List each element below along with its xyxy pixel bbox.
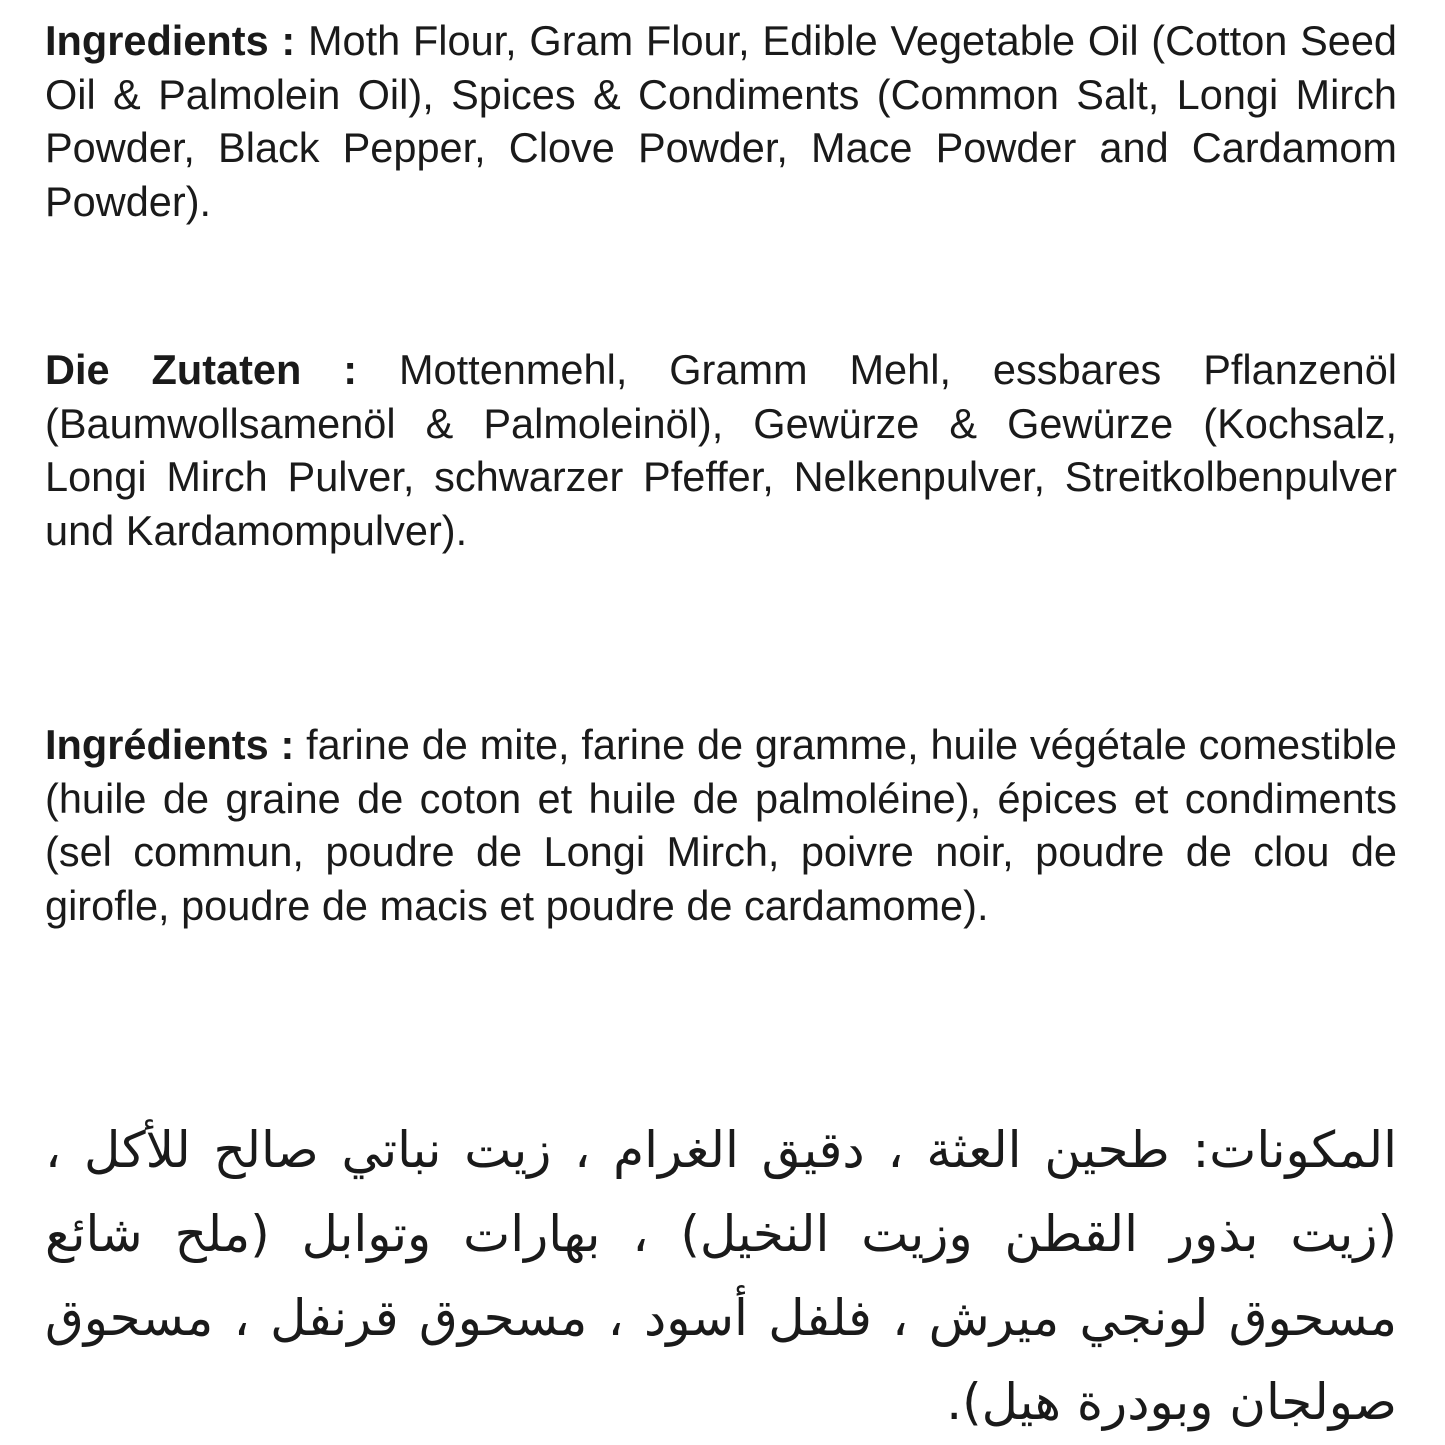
ingredients-french bbox=[45, 718, 1397, 932]
ingredients-arabic bbox=[45, 1108, 1397, 1444]
ingredients-french-label: Ingrédients : bbox=[45, 721, 295, 768]
ingredients-arabic-text: المكونات: طحين العثة ، دقيق الغرام ، زيت نباتي صالح للأكل ،(زيت بذور القطن وزيت النخيل) ، بهارات وتوابل (ملح شائع مسحوق لونجي ميرش ، فلفل أسود ، مسحوق قرنفل ، مسحوق صولجان وبودرة هيل). bbox=[45, 1121, 1397, 1431]
ingredients-english bbox=[45, 14, 1397, 228]
ingredients-german-label: Die Zutaten : bbox=[45, 346, 358, 393]
ingredients-german bbox=[45, 343, 1397, 557]
ingredients-english-text: Moth Flour, Gram Flour, Edible Vegetable Oil (Cotton Seed Oil & Palmolein Oil), Spices & Condiments (Common Salt, Longi Mirch Powder, Black Pepper, Clove Powder, Mace Powder and Cardamom Powder). bbox=[45, 17, 1397, 225]
ingredients-french-text: farine de mite, farine de gramme, huile végétale comestible (huile de graine de coton et huile de palmoléine), épices et condiments (sel commun, poudre de Longi Mirch, poivre noir, poudre de clou de girofle, poudre de macis et poudre de cardamome). bbox=[45, 721, 1397, 929]
ingredients-english-label: Ingredients : bbox=[45, 17, 296, 64]
ingredients-german-text: Mottenmehl, Gramm Mehl, essbares Pflanzenöl (Baumwollsamenöl & Palmoleinöl), Gewürze & Gewürze (Kochsalz, Longi Mirch Pulver, schwarzer Pfeffer, Nelkenpulver, Streitkolbenpulver und Kardamompulver). bbox=[45, 346, 1397, 554]
